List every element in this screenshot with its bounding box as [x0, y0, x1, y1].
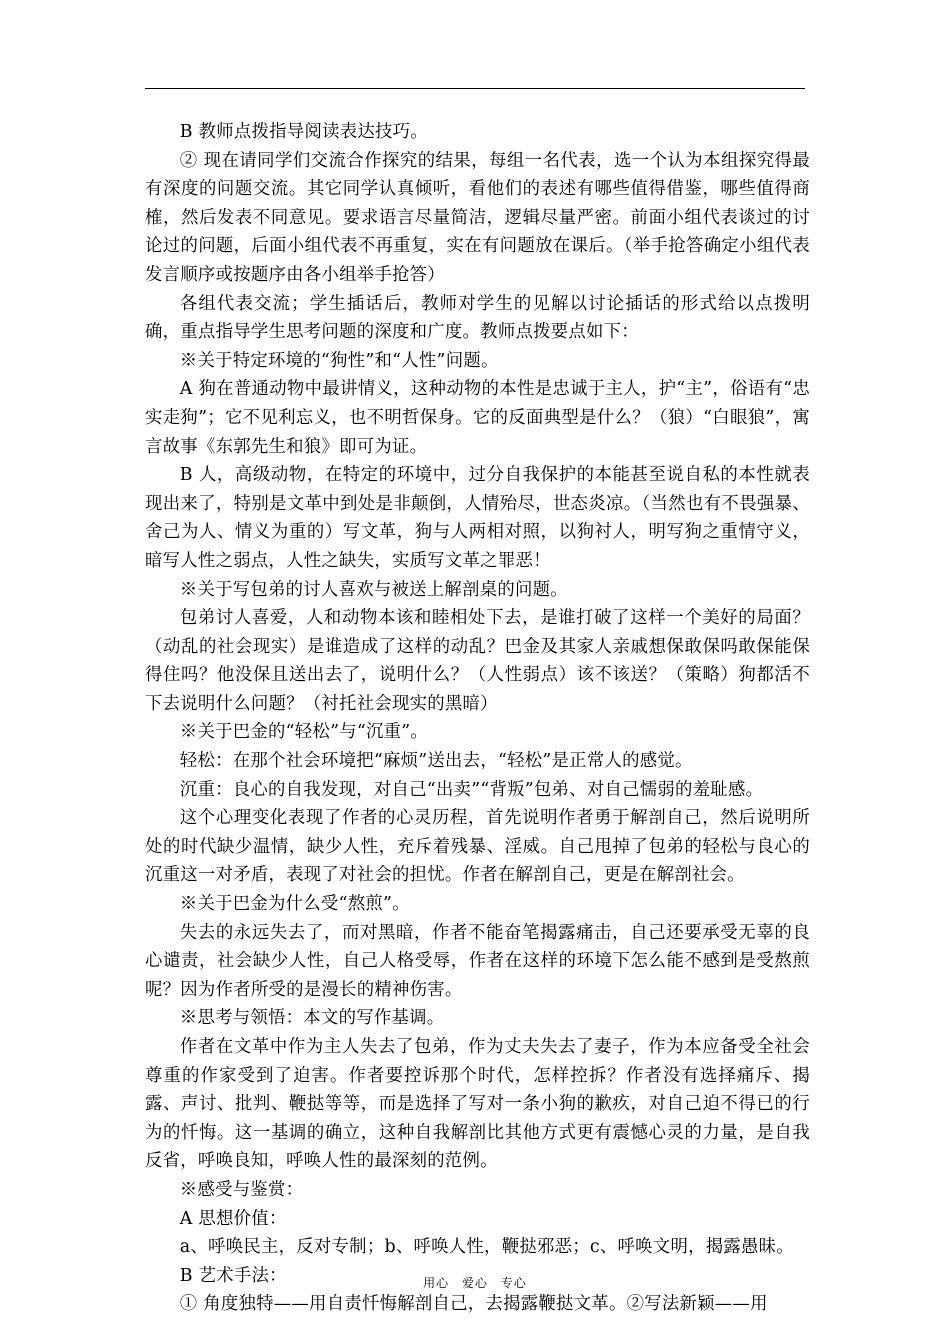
paragraph-15: ※思考与领悟：本文的写作基调。	[179, 1008, 445, 1029]
paragraph-14: 失去的永远失去了，而对黑暗，作者不能奋笔揭露痛击，自己还要承受无辜的良心谴责，社会缺少人性，自己人格受辱，作者在这样的环境下怎么能不感到是受熬煎呢？因为作者所受的是漫长的精神伤害。	[145, 922, 810, 1000]
paragraph-19: a、呼唤民主，反对专制；b、呼唤人性，鞭挞邪恶；c、呼唤文明，揭露愚昧。	[179, 1237, 794, 1258]
paragraph-18: A 思想价值：	[179, 1208, 287, 1229]
paragraph-1: B 教师点拨指导阅读表达技巧。	[179, 122, 428, 142]
paragraph-4: ※关于特定环境的“狗性”和“人性”问题。	[179, 350, 499, 371]
paragraph-7: ※关于写包弟的讨人喜欢与被送上解剖桌的问题。	[179, 579, 568, 600]
paragraph-12: 这个心理变化表现了作者的心灵历程，首先说明作者勇于解剖自己，然后说明所处的时代缺少温情，缺少人性，充斥着残暴、淫威。自己甩掉了包弟的轻松与良心的沉重这一对矛盾，表现了对社会的担忧。作者在解剖自己，更是在解剖社会。	[145, 808, 810, 886]
paragraph-5: A 狗在普通动物中最讲情义，这种动物的本性是忠诚于主人，护“主”，俗语有“忠实走狗”；它不见利忘义，也不明哲保身。它的反面典型是什么？（狼）“白眼狼”，寓言故事《东郭先生和狼》即可为证。	[145, 379, 810, 457]
paragraph-17: ※感受与鉴赏：	[179, 1179, 304, 1200]
paragraph-16: 作者在文革中作为主人失去了包弟，作为丈夫失去了妻子，作为本应备受全社会尊重的作家受到了迫害。作者要控诉那个时代，怎样控拆？作者没有选择痛斥、揭露、声讨、批判、鞭挞等等，而是选择了写对一条小狗的歉疚，对自己迫不得已的行为的忏悔。这一基调的确立，这种自我解剖比其他方式更有震憾心灵的力量，是自我反省，呼唤良知，呼唤人性的最深刻的范例。	[145, 1037, 810, 1172]
paragraph-10: 轻松：在那个社会环境把“麻烦”送出去，“轻松”是正常人的感觉。	[179, 751, 693, 772]
header-rule	[145, 88, 805, 89]
paragraph-8: 包弟讨人喜爱，人和动物本该和睦相处下去，是谁打破了这样一个美好的局面？（动乱的社会现实）是谁造成了这样的动乱？巴金及其家人亲戚想保敢保吗敢保能保得住吗？他没保且送出去了，说明什么？（人性弱点）该不该送？（策略）狗都活不下去说明什么问题？（衬托社会现实的黑暗）	[145, 608, 810, 714]
paragraph-3: 各组代表交流；学生插话后，教师对学生的见解以讨论插话的形式给以点拨明确，重点指导学生思考问题的深度和广度。教师点拨要点如下：	[145, 293, 810, 343]
paragraph-2: ② 现在请同学们交流合作探究的结果，每组一名代表，选一个认为本组探究得最有深度的问题交流。其它同学认真倾听，看他们的表述有哪些值得借鉴，哪些值得商榷，然后发表不同意见。要求语言尽量简洁，逻辑尽量严密。前面小组代表谈过的讨论过的问题，后面小组代表不再重复，实在有问题放在课后。（举手抢答确定小组代表发言顺序或按题序由各小组举手抢答）	[145, 150, 810, 285]
document-body	[145, 118, 810, 1319]
paragraph-20: B 艺术手法：	[179, 1265, 287, 1286]
paragraph-6: B 人，高级动物，在特定的环境中，过分自我保护的本能甚至说自私的本性就表现出来了，特别是文革中到处是非颠倒，人情殆尽，世态炎凉。（当然也有不畏强暴、舍己为人、情义为重的）写文革，狗与人两相对照，以狗衬人，明写狗之重情守义，暗写人性之弱点，人性之缺失，实质写文革之罪恶！	[145, 465, 810, 571]
paragraph-9: ※关于巴金的“轻松”与“沉重”。	[179, 722, 429, 743]
paragraph-13: ※关于巴金为什么受“熬煎”。	[179, 894, 410, 915]
page-footer: 用心 爱心 专心	[423, 1276, 527, 1290]
paragraph-21: ① 角度独特——用自责忏悔解剖自己，去揭露鞭挞文革。②写法新颖——用	[179, 1294, 768, 1315]
paragraph-11: 沉重：良心的自我发现，对自己“出卖”“背叛”包弟、对自己懦弱的羞耻感。	[179, 779, 764, 800]
